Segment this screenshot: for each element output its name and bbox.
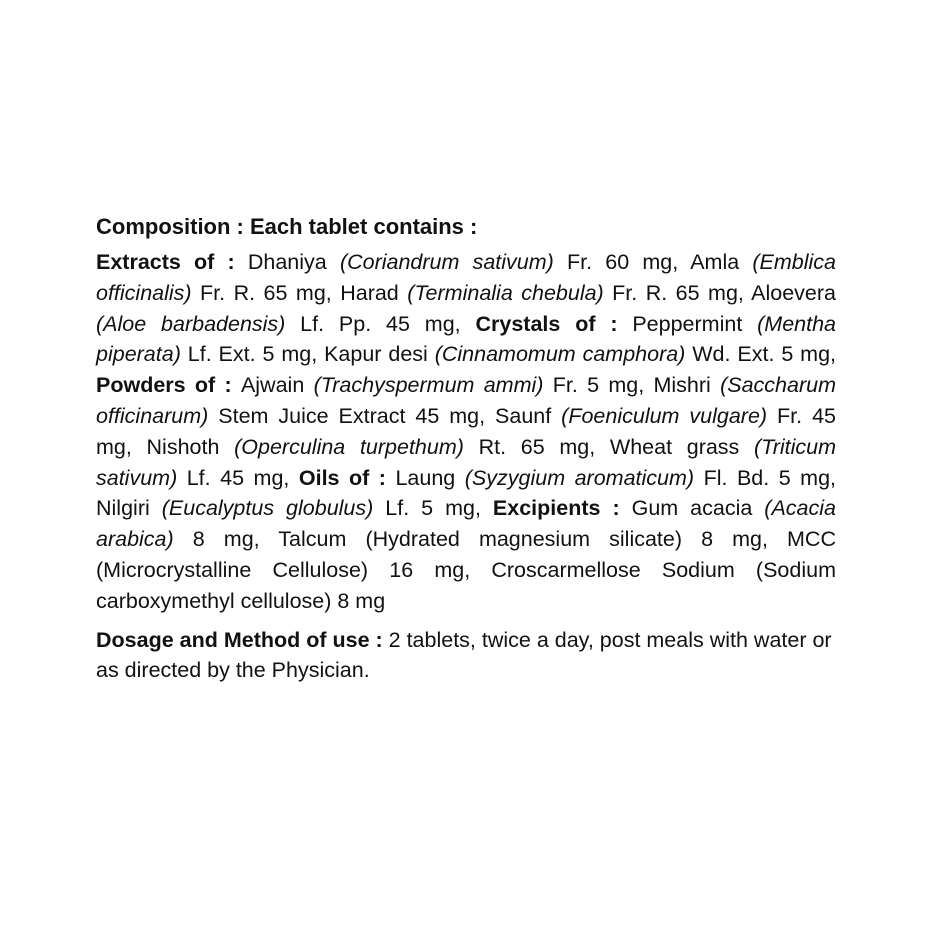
composition-paragraph bbox=[96, 247, 836, 617]
text-segment: Ajwain bbox=[240, 373, 314, 398]
botanical-name: (Emblica officinalis) bbox=[96, 250, 837, 305]
text-segment: Laung bbox=[395, 465, 465, 490]
text-segment: 8 mg, Talcum (Hydrated magnesium silicate) 8 mg, MCC (Microcrystalline Cellulose) 16 mg, Croscarmellose Sodium (Sodium carboxymethyl cellulose) 8 mg bbox=[96, 527, 836, 613]
text-segment: Lf. Ext. 5 mg, Kapur desi bbox=[180, 342, 435, 367]
text-segment: Fr. 60 mg, Amla bbox=[553, 250, 753, 274]
botanical-name: (Aloe barbadensis) bbox=[96, 311, 286, 336]
bold-label: Crystals of : bbox=[475, 311, 633, 336]
bold-label: Oils of : bbox=[298, 465, 396, 490]
botanical-name: (Triticum sativum) bbox=[96, 434, 837, 490]
text-segment: Fr. R. 65 mg, Harad bbox=[191, 280, 408, 305]
text-segment: Fl. Bd. 5 mg, Nilgiri bbox=[96, 465, 837, 521]
botanical-name: (Operculina turpethum) bbox=[234, 434, 464, 459]
text-segment: Peppermint bbox=[632, 311, 758, 336]
botanical-name: (Mentha piperata) bbox=[96, 311, 837, 367]
bold-label: Excipients : bbox=[492, 496, 632, 521]
dosage-paragraph bbox=[96, 625, 836, 687]
botanical-name: (Cinnamomum camphora) bbox=[434, 342, 686, 367]
bold-label: Extracts of : bbox=[96, 250, 248, 274]
text-segment: Lf. 5 mg, bbox=[373, 496, 493, 521]
text-segment: Fr. 45 mg, Nishoth bbox=[96, 403, 836, 459]
composition-heading: Composition : Each tablet contains : bbox=[96, 214, 478, 239]
text-segment: Lf. 45 mg, bbox=[177, 465, 299, 490]
text-segment: Lf. Pp. 45 mg, bbox=[285, 311, 476, 336]
bold-label: Dosage and Method of use : bbox=[96, 627, 389, 652]
botanical-name: (Terminalia chebula) bbox=[407, 280, 604, 305]
botanical-name: (Coriandrum sativum) bbox=[339, 250, 554, 274]
text-segment: 2 tablets, twice a day, post meals with water or as directed by the Physician. bbox=[96, 627, 832, 683]
bold-label: Powders of : bbox=[96, 373, 241, 398]
botanical-name: (Acacia arabica) bbox=[96, 496, 836, 552]
botanical-name: (Saccharum officinarum) bbox=[96, 373, 836, 428]
text-segment: Fr. R. 65 mg, Aloevera bbox=[603, 280, 837, 305]
composition-document bbox=[96, 212, 836, 686]
text-segment: Stem Juice Extract 45 mg, Saunf bbox=[208, 403, 562, 428]
text-segment: Fr. 5 mg, Mishri bbox=[543, 373, 721, 398]
text-segment: Dhaniya bbox=[247, 250, 340, 274]
text-segment: Gum acacia bbox=[631, 496, 765, 521]
botanical-name: (Trachyspermum ammi) bbox=[313, 373, 544, 398]
text-segment: Rt. 65 mg, Wheat grass bbox=[463, 434, 754, 459]
text-segment: Wd. Ext. 5 mg, bbox=[685, 342, 837, 367]
botanical-name: (Eucalyptus globulus) bbox=[161, 496, 374, 521]
botanical-name: (Syzygium aromaticum) bbox=[464, 465, 695, 490]
botanical-name: (Foeniculum vulgare) bbox=[561, 403, 768, 428]
